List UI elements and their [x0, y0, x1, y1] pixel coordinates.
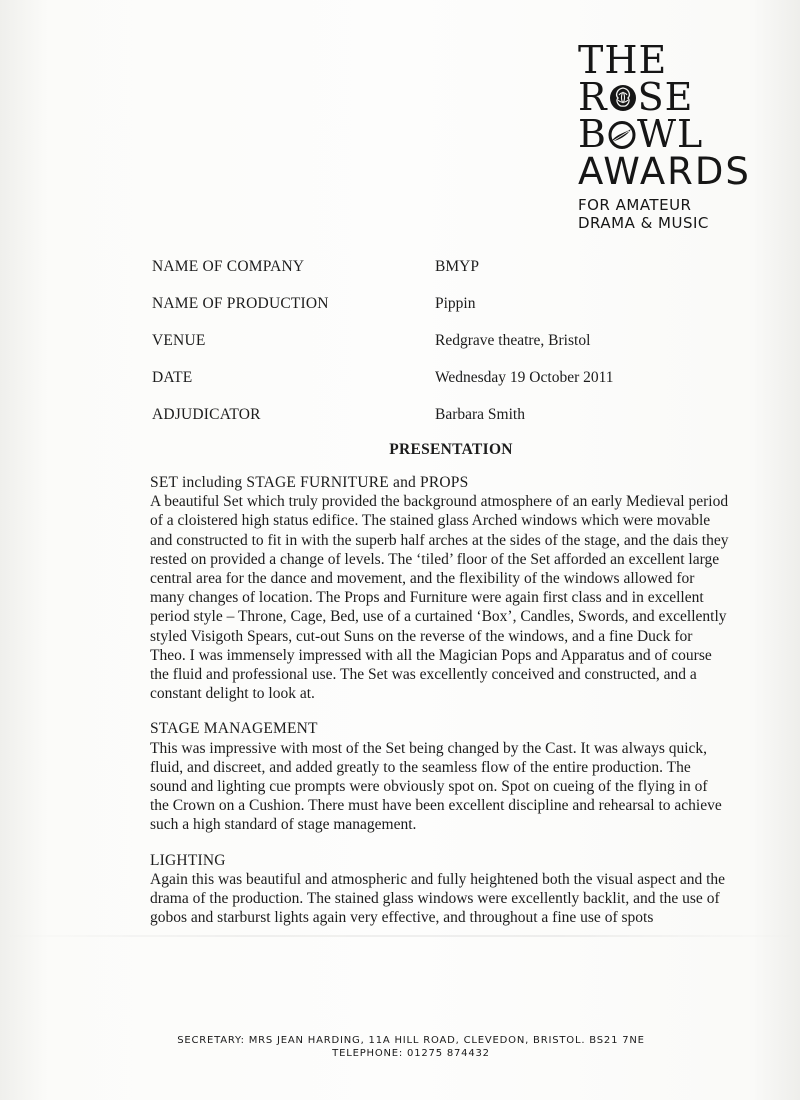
detail-label: NAME OF COMPANY [152, 258, 305, 275]
detail-value: Redgrave theatre, Bristol [435, 332, 591, 349]
detail-label: NAME OF PRODUCTION [152, 295, 329, 312]
adjudication-body [150, 473, 730, 943]
section-text-lighting: Again this was beautiful and atmospheric and fully heightened both the visual aspect and the drama of the production. The stained glass windows were excellently backlit, and the use of gobos and starburst lights again very effective, and throughout a fine use of spots [150, 870, 726, 927]
rose-icon [608, 83, 638, 113]
footer-secretary-line: SECRETARY: MRS JEAN HARDING, 11A HILL ROAD, CLEVEDON, BRISTOL. BS21 7NE [177, 1035, 645, 1046]
section-text-set: A beautiful Set which truly provided the background atmosphere of an early Medieval period of a cloistered high status edifice. The stained glass Arched windows which were movable and constructed to fit in with the superb half arches at the sides of the stage, and the dais they rested on provided a change of levels. The ‘tiled’ floor of the Set afforded an excellent large central area for the dance and movement, and the flexibility of the windows allowed for many changes of location. The Props and Furniture were again first class and in excellent period style – Throne, Cage, Bed, use of a curtained ‘Box’, Candles, Swords, and excellently styled Visigoth Spears, cut-out Suns on the reverse of the windows, and a fine Duck for Theo. I was immensely impressed with all the Magician Pops and Apparatus and of course the fluid and professional use. The Set was excellently conceived and constructed, and a constant delight to look at. [150, 493, 729, 703]
detail-label: ADJUDICATOR [152, 406, 261, 423]
logo-tagline-2: DRAMA & MUSIC [578, 214, 709, 232]
detail-row-adjudicator [152, 406, 712, 443]
logo-line-bowl [578, 112, 778, 156]
logo-rose-prefix: R [578, 75, 608, 119]
section-text-stage-management: This was impressive with most of the Set being changed by the Cast. It was always quick, fluid, and discreet, and added greatly to the seamless flow of the entire production. The sound and lighting cue prompts were obviously spot on. Spot on cueing of the flying in of the Crown on a Cushion. There must have been excellent discipline and rehearsal to achieve such a high standard of stage management. [150, 739, 722, 834]
logo-line-the: THE [578, 38, 668, 82]
detail-value: Barbara Smith [435, 406, 525, 423]
bowl-leaf-icon [607, 120, 637, 150]
detail-row-venue [152, 332, 712, 369]
detail-label: VENUE [152, 332, 206, 349]
logo-bowl-prefix: B [578, 112, 607, 156]
section-title-stage-management: STAGE MANAGEMENT [150, 720, 318, 738]
production-details [152, 258, 712, 443]
logo-line-rose [578, 75, 778, 119]
presentation-heading: PRESENTATION [389, 441, 513, 458]
footer-telephone-line: TELEPHONE: 01275 874432 [332, 1048, 490, 1059]
section-title-set: SET including STAGE FURNITURE and PROPS [150, 474, 469, 491]
detail-value: BMYP [435, 258, 479, 275]
detail-label: DATE [152, 369, 193, 386]
detail-value: Pippin [435, 295, 476, 312]
section-title-lighting: LIGHTING [150, 851, 226, 869]
logo-rose-suffix: SE [637, 75, 694, 119]
logo-tagline-1: FOR AMATEUR [578, 196, 692, 214]
detail-value: Wednesday 19 October 2011 [435, 369, 614, 386]
detail-row-production [152, 295, 712, 332]
detail-row-company [152, 258, 712, 295]
logo-bowl-suffix: WL [636, 112, 704, 156]
detail-row-date [152, 369, 712, 406]
letterhead-footer [0, 1034, 800, 1060]
logo-line-awards: AWARDS [578, 150, 751, 193]
rose-bowl-awards-logo [578, 38, 778, 232]
